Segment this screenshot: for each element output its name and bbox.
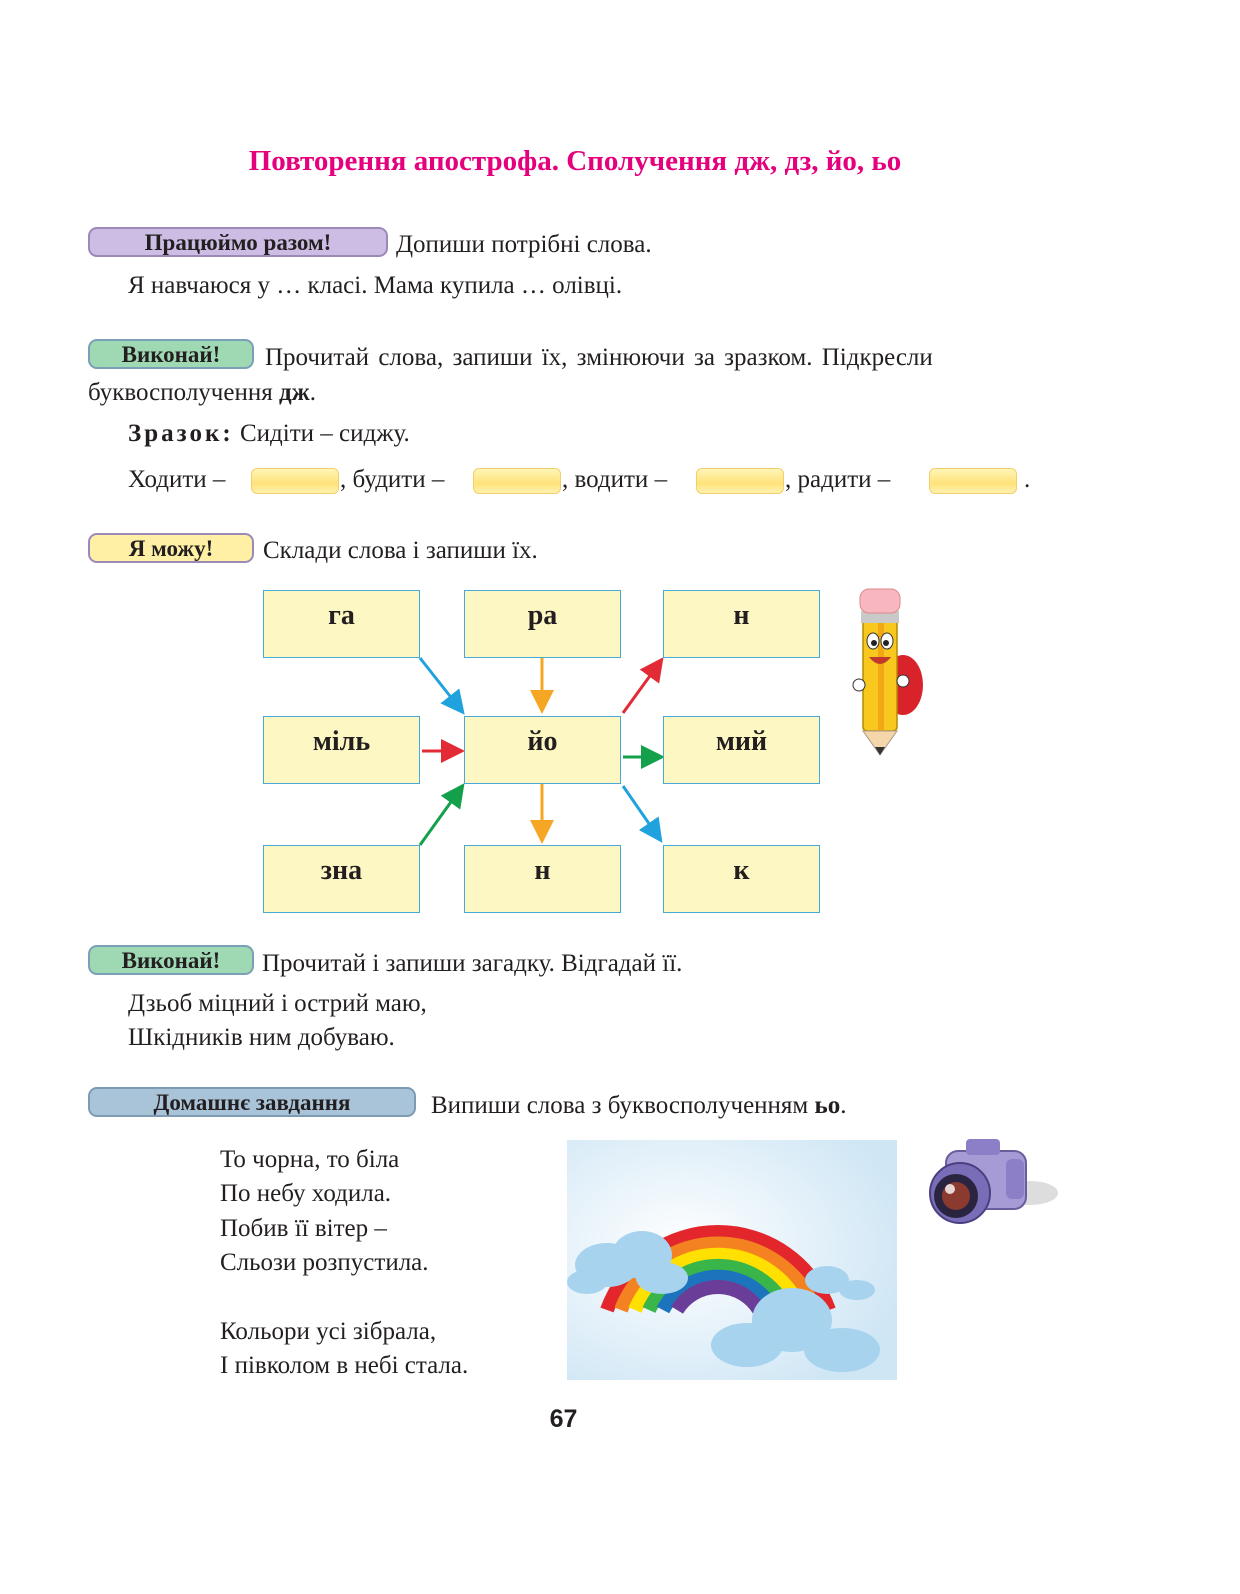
riddle-line-2: Шкідників ним добуваю. [128,1024,395,1051]
syllable-box-k: к [663,845,820,913]
camera-icon [918,1133,1060,1228]
poem-line-4: Сльози розпустила. [220,1249,429,1276]
instruction-do-it-line2: буквосполучення дж. [88,379,316,406]
syllable-box-ra: ра [464,590,621,658]
syllable-box-myi: мий [663,716,820,784]
syllable-box-mil: міль [263,716,420,784]
word-budyty: , будити – [340,466,445,493]
syllable-box-n-bottom: н [464,845,621,913]
tag-do-it-2: Виконай! [88,945,254,975]
tag-homework: Домашнє завдання [88,1087,416,1117]
riddle-line-1: Дзьоб міцний і острий маю, [128,990,427,1017]
word-vodyty: , водити – [562,466,668,493]
poem-line-1: То чорна, то біла [220,1146,400,1173]
syllable-box-zna: зна [263,845,420,913]
instruction-do-it-line1: Прочитай слова, запиши їх, змінюючи за зразком. Підкресли [265,344,933,371]
sample-line: Зразок: Сидіти – сиджу. [128,420,410,447]
tag-do-it: Виконай! [88,339,254,369]
page-title: Повторення апострофа. Сполучення дж, дз, йо, ьо [248,145,902,177]
arrow-ga-to-yo [420,658,461,710]
fill-in-sentence: Я навчаюся у … класі. Мама купила … олівці. [128,272,623,299]
tag-i-can: Я можу! [88,533,254,563]
arrow-yo-to-k [623,786,659,838]
word-khodyty: Ходити – [128,466,226,493]
instruction-riddle: Прочитай і запиши загадку. Відгадай її. [262,950,683,977]
final-period: . [1024,466,1031,493]
poem-line-7: І півколом в небі стала. [220,1352,469,1379]
pencil-mascot-icon [845,585,930,760]
tag-work-together: Працюймо разом! [88,227,388,257]
syllable-box-yo: йо [464,716,621,784]
poem-line-2: По небу ходила. [220,1180,392,1207]
arrow-yo-to-n-top [623,662,660,713]
word-radyty: , радити – [785,466,891,493]
instruction-work-together: Допиши потрібні слова. [396,231,652,258]
syllable-box-n-top: н [663,590,820,658]
instruction-i-can: Склади слова і запиши їх. [263,537,538,564]
poem-line-3: Побив її вітер – [220,1215,387,1242]
syllable-box-ga: га [263,590,420,658]
page-number: 67 [549,1405,578,1433]
poem-line-6: Кольори усі зібрала, [220,1318,437,1345]
instruction-homework: Випиши слова з буквосполученням ьо. [431,1092,847,1119]
arrow-zna-to-yo [420,788,461,845]
rainbow-icon [567,1140,897,1380]
